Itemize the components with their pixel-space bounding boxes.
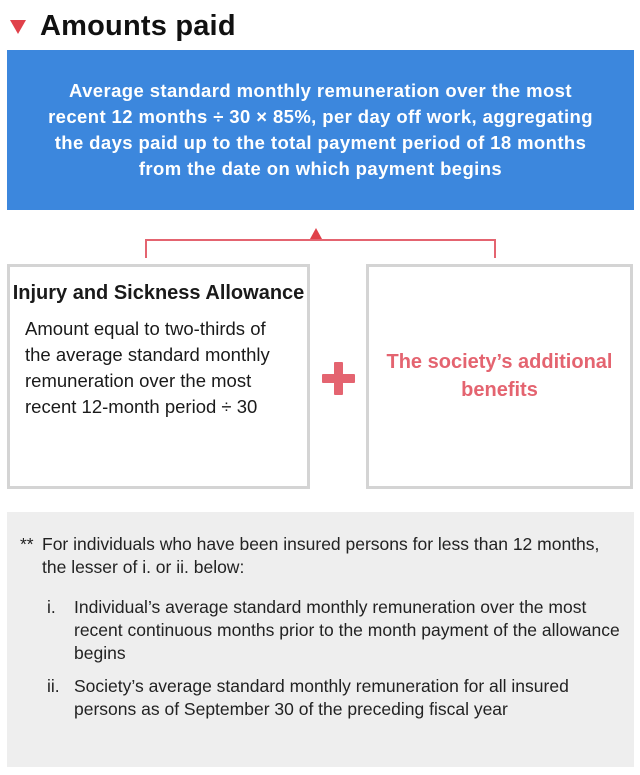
connector-line-left [145,239,147,258]
footnote-main [20,533,620,579]
arrow-up-icon [310,228,322,239]
connector-line-horizontal [145,239,496,241]
footnote-item-text: Individual’s average standard monthly remuneration over the most recent continuous months prior to the month payment of the allowance begins [74,597,620,663]
formula-text: Average standard monthly remuneration over the most recent 12 months ÷ 30 × 85%, per day off work, aggregating the days paid up to the total payment period of 18 months from the date on which payment begins [48,80,593,179]
footnote-item-text: Society’s average standard monthly remuneration for all insured persons as of September 30 of the preceding fiscal year [74,676,569,719]
connector-line-right [494,239,496,258]
footnote-item [47,596,622,665]
section-title: Amounts paid [40,9,236,42]
plus-icon [322,362,355,395]
footnote-text: For individuals who have been insured persons for less than 12 months, the lesser of i. or ii. below: [42,534,600,577]
additional-benefits-title: The society’s additional benefits [386,351,613,401]
additional-benefits-box [366,264,633,489]
footnote-item-marker: i. [47,597,56,617]
section-heading [10,8,236,44]
formula-banner [7,50,634,210]
allowance-description: Amount equal to two-thirds of the average standard monthly remuneration over the most recent 12-month period ÷ 30 [25,318,270,417]
triangle-down-icon [10,20,26,34]
allowance-box [7,264,310,489]
footnote-marker: ** [20,534,34,554]
footnote-item [47,675,622,721]
footnote-item-marker: ii. [47,676,60,696]
footnote-panel [7,512,634,767]
allowance-title: Injury and Sickness Allowance [12,282,305,304]
